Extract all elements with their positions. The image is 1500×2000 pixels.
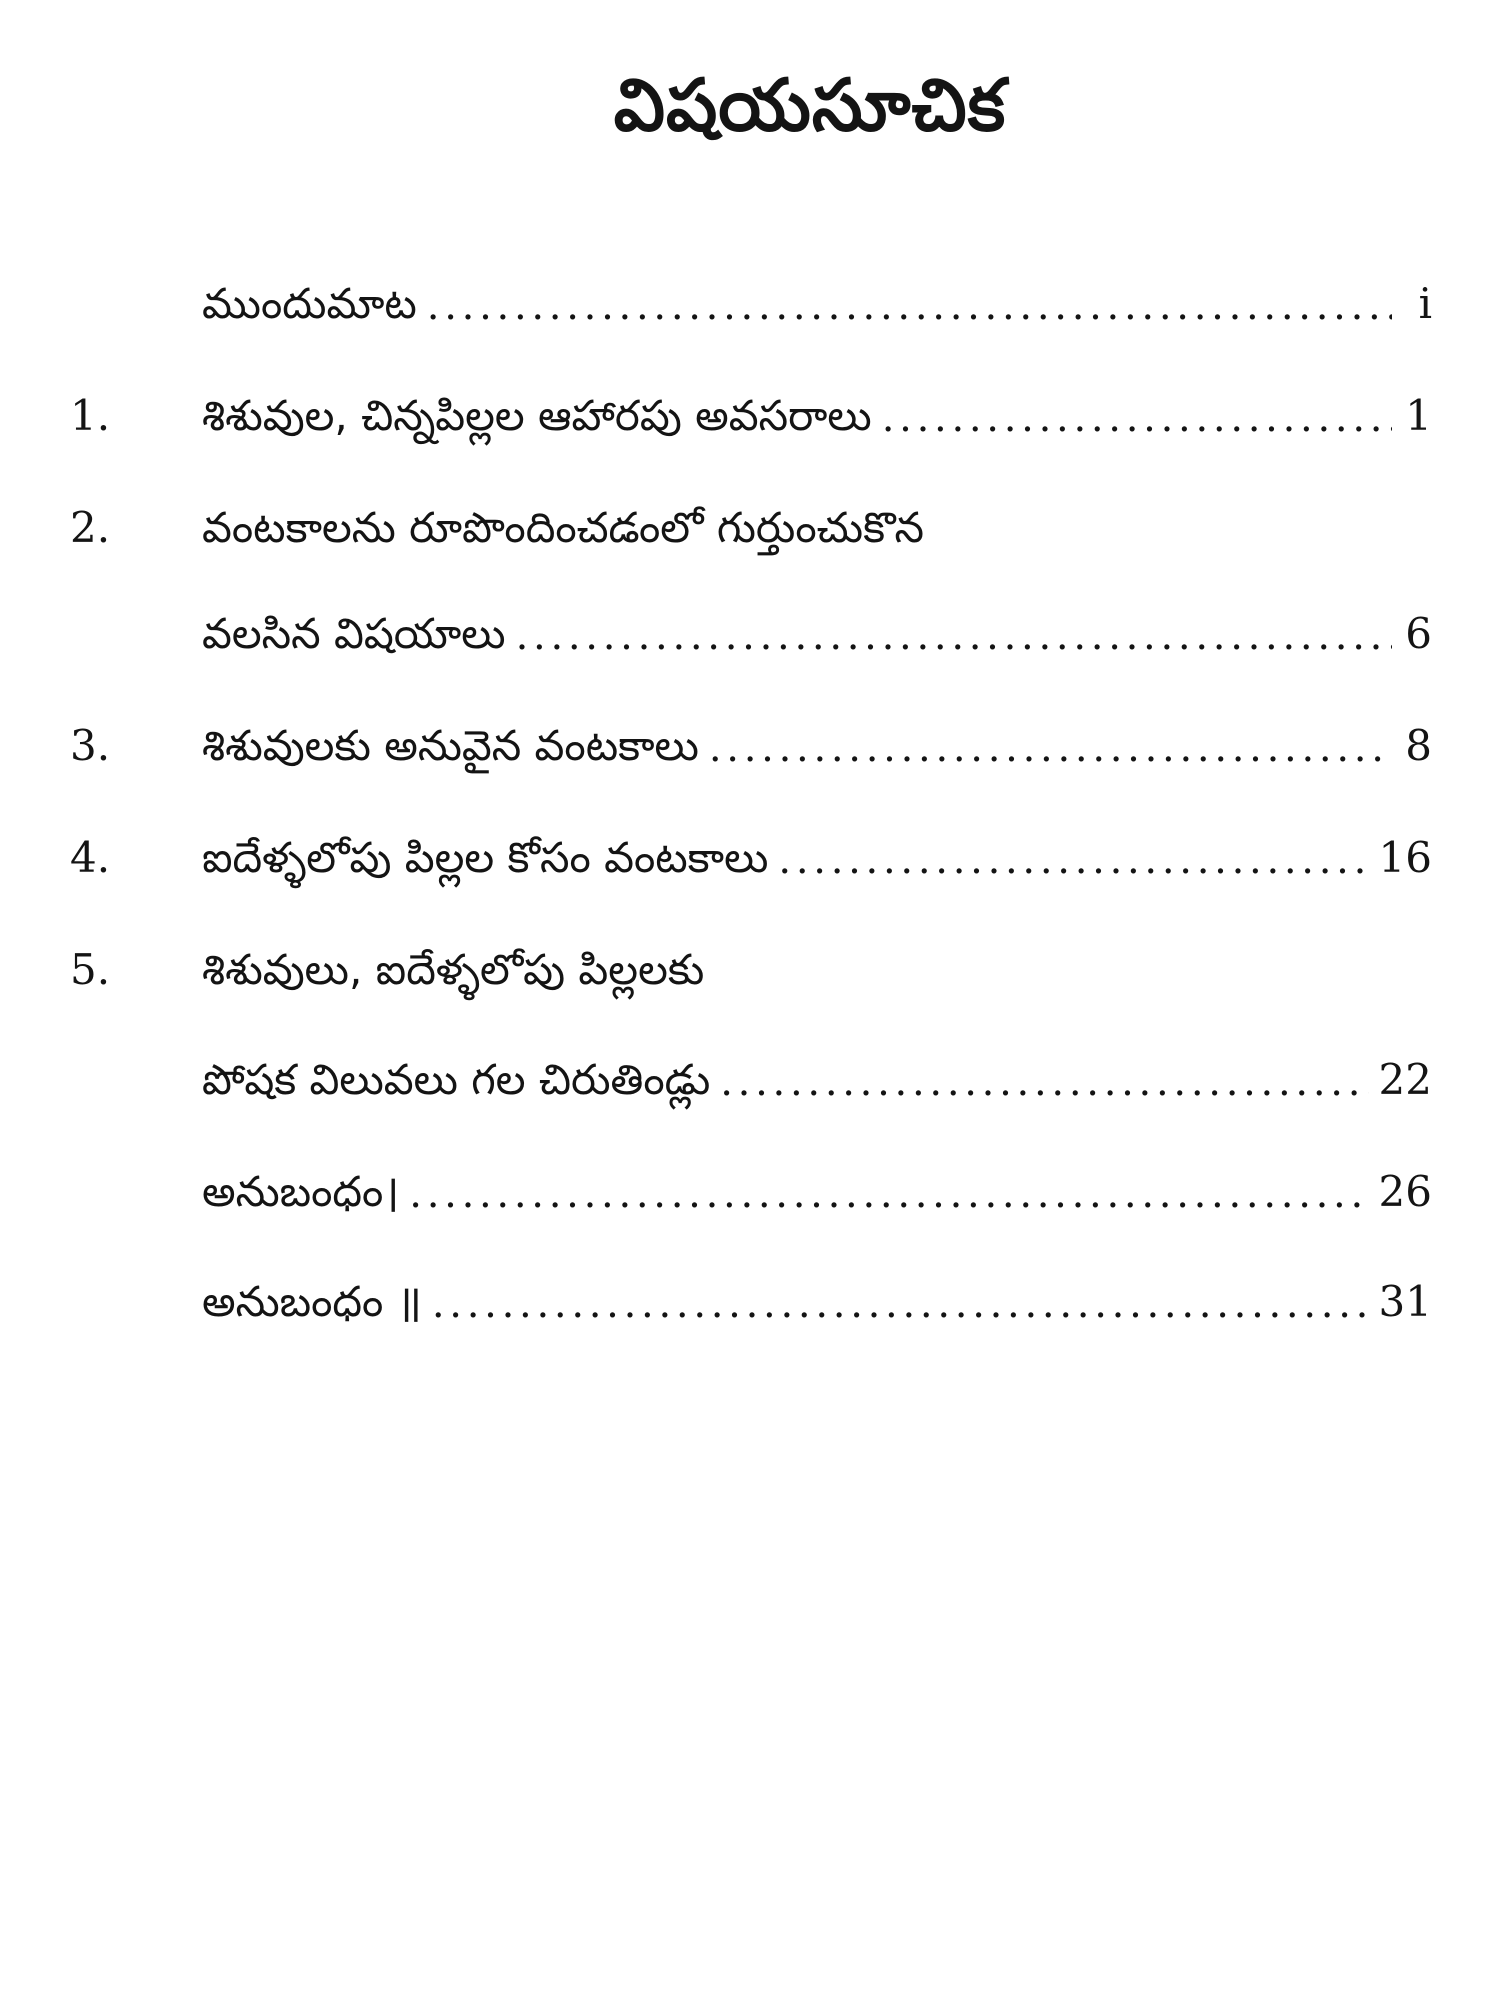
toc-entry-preface	[70, 262, 1432, 332]
toc-page-number: 1	[1405, 391, 1432, 441]
leader-dots	[432, 1278, 1369, 1330]
toc-entry-body	[202, 719, 1432, 774]
toc-entry-body	[202, 943, 1432, 998]
toc-entry-body	[202, 277, 1432, 332]
toc-page-number: i	[1418, 279, 1432, 329]
toc-number: 1.	[70, 391, 111, 441]
leader-dots	[720, 1056, 1368, 1108]
toc-label: ఐదేళ్ళలోపు పిల్లల కోసం వంటకాలు	[202, 833, 769, 883]
toc-entry-5-cont	[70, 1038, 1432, 1108]
toc-page-number: 26	[1378, 1167, 1432, 1217]
toc-label: శిశువులు, ఐదేళ్ళలోపు పిల్లలకు	[202, 945, 705, 995]
toc-number: 3.	[70, 721, 111, 771]
toc-entry-body	[202, 1275, 1432, 1330]
toc-page-number: 22	[1378, 1055, 1432, 1105]
leader-dots	[882, 392, 1392, 444]
toc-entry-4	[70, 816, 1432, 886]
toc-label: ముందుమాట	[202, 279, 417, 329]
leader-dots	[709, 722, 1392, 774]
toc-page-number: 8	[1405, 721, 1432, 771]
leader-dots	[409, 1168, 1368, 1220]
toc-label: పోషక విలువలు గల చిరుతిండ్లు	[202, 1055, 711, 1105]
toc-entry-body	[202, 389, 1432, 444]
toc-entry-body	[202, 501, 1432, 556]
leader-dots	[516, 610, 1392, 662]
toc-page-number: 6	[1405, 609, 1432, 659]
toc-entry-1	[70, 374, 1432, 444]
toc-number: 4.	[70, 833, 111, 883]
toc-entry-body	[202, 1053, 1432, 1108]
toc-page-number: 31	[1378, 1277, 1432, 1327]
toc-entry-appendix-1	[70, 1150, 1432, 1220]
toc-label: వంటకాలను రూపొందించడంలో గుర్తుంచుకొన	[202, 503, 924, 553]
toc-label: అనుబంధం।	[202, 1167, 400, 1217]
toc-label: శిశువుల, చిన్నపిల్లల ఆహారపు అవసరాలు	[202, 391, 872, 441]
toc-page-number: 16	[1378, 833, 1432, 883]
toc-number: 2.	[70, 503, 111, 553]
toc-entry-body	[202, 607, 1432, 662]
toc-entry-2	[70, 486, 1432, 556]
toc-label: అనుబంధం ॥	[202, 1277, 422, 1327]
toc-entry-appendix-2	[70, 1260, 1432, 1330]
toc-number: 5.	[70, 945, 111, 995]
toc-label: శిశువులకు అనువైన వంటకాలు	[202, 721, 699, 771]
toc-entry-body	[202, 831, 1432, 886]
toc-entry-body	[202, 1165, 1432, 1220]
leader-dots	[427, 280, 1392, 332]
toc-label: వలసిన విషయాలు	[202, 609, 506, 659]
toc-entry-3	[70, 704, 1432, 774]
leader-dots	[778, 834, 1368, 886]
toc-entry-2-cont	[70, 592, 1432, 662]
page-title: విషయసూచిక	[613, 63, 1007, 147]
toc-entry-5	[70, 928, 1432, 998]
